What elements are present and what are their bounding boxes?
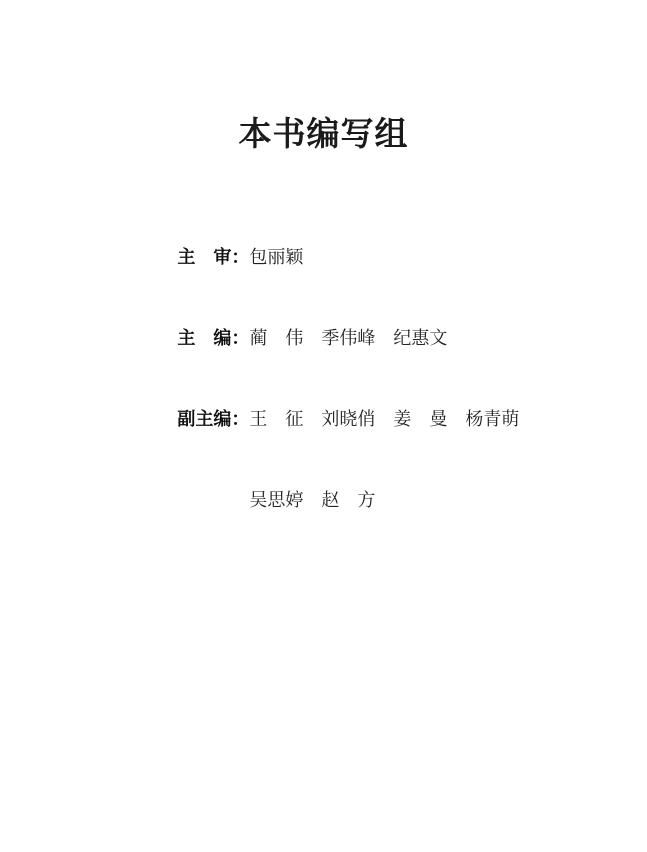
names-deputy-editors-line1: 王 征 刘晓俏 姜 曼 杨青萌 (249, 409, 520, 430)
role-label-chief-reviewer: 主 审： (177, 247, 250, 268)
credit-row-chief-reviewer (143, 226, 519, 289)
role-label-deputy-editors: 副主编： (177, 409, 250, 430)
names-deputy-editors-line2: 吴思婷 赵 方 (249, 490, 376, 511)
credit-row-deputy-editors-continued (143, 469, 519, 532)
names-chief-reviewer: 包丽颖 (249, 247, 304, 268)
credit-row-chief-editors (143, 307, 519, 370)
editorial-board-list (143, 226, 519, 550)
credit-row-deputy-editors (143, 388, 519, 451)
role-label-chief-editors: 主 编： (177, 328, 250, 349)
page-title: 本书编写组 (238, 114, 409, 153)
names-chief-editors: 蔺 伟 季伟峰 纪惠文 (249, 328, 448, 349)
